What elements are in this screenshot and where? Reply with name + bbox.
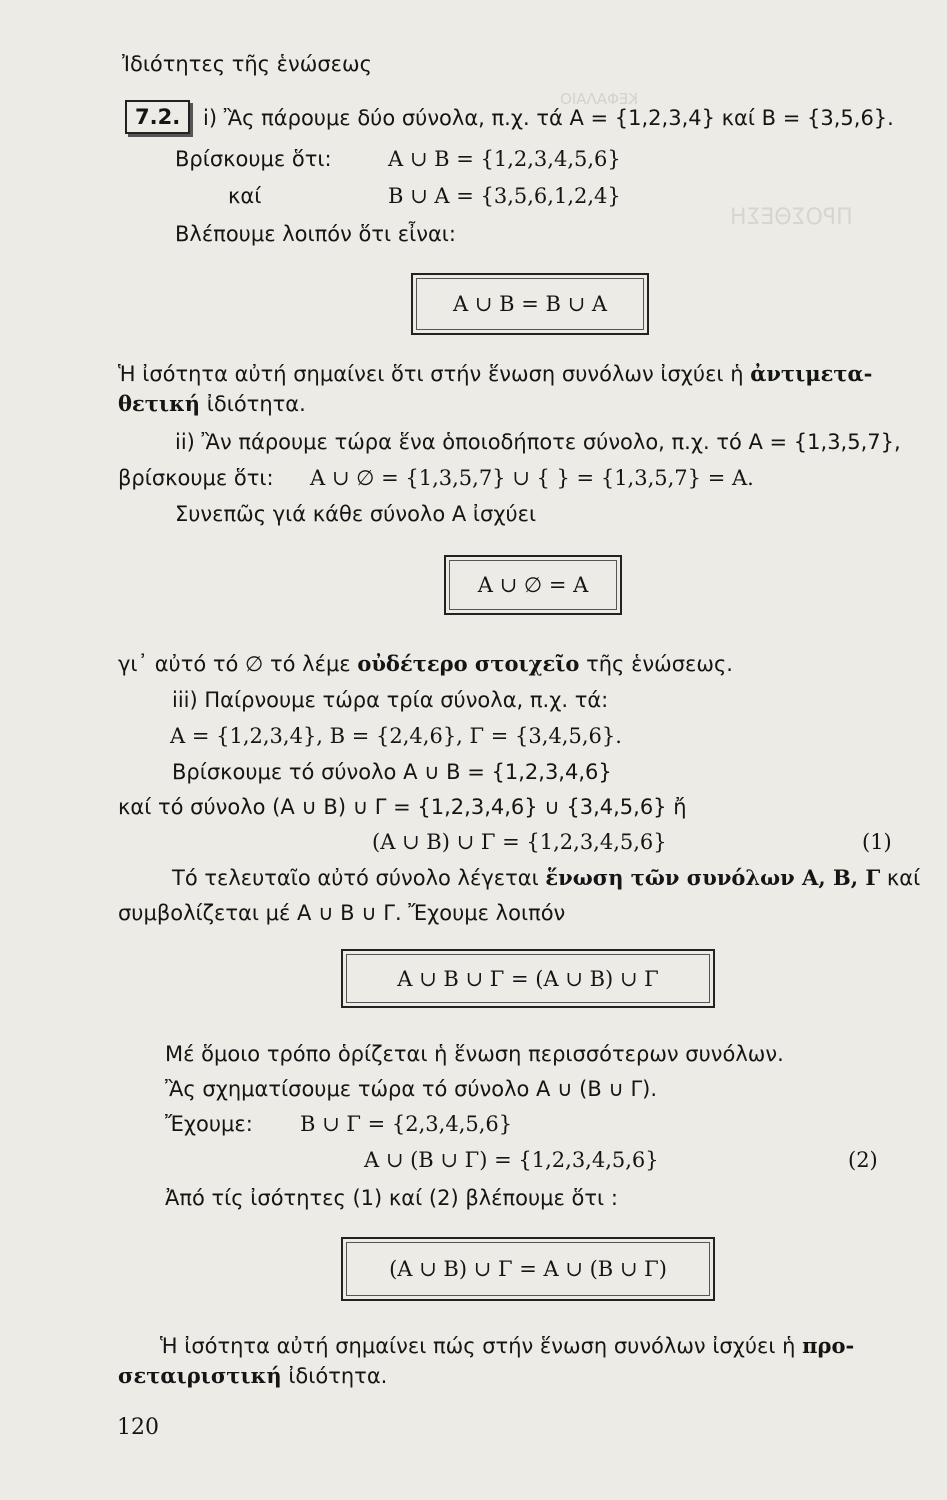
and-set-line: καί τό σύνολο (A ∪ B) ∪ Γ = {1,2,3,4,6} ∪ {3,4,5,6} ἤ (118, 795, 687, 819)
part-i-intro: i) Ἂς πάρουμε δύο σύνολα, π.χ. τά A = {1,2,3,4} καί B = {3,5,6}. (203, 106, 894, 130)
see-label: Βλέπουμε λοιπόν ὅτι εἶναι: (175, 222, 456, 246)
part-ii-find-label: βρίσκουμε ὅτι: (118, 466, 274, 490)
find-label: Βρίσκουμε ὅτι: (175, 147, 332, 171)
section-title: Ἰδιότητες τῆς ἑνώσεως (122, 52, 372, 76)
associative-conclusion-line1: Ἡ ἰσότητα αὐτή σημαίνει πώς στήν ἕνωση συνόλων ἰσχύει ἡ προ- (160, 1333, 855, 1358)
term-associative: προ- (802, 1333, 855, 1358)
commutative-formula-box: A ∪ B = B ∪ A (411, 273, 649, 335)
item-number-box: 7.2. (125, 100, 190, 134)
find-a-union-b: Βρίσκουμε τό σύνολο A ∪ B = {1,2,3,4,6} (172, 760, 612, 784)
have-label: Ἔχουμε: (165, 1112, 253, 1136)
equation-b-union-g: B ∪ Γ = {2,3,4,5,6} (300, 1112, 513, 1136)
bleed-through-text: ΠΡΟΣΘΕΣΗ (730, 205, 853, 230)
general-statement: Συνεπῶς γιά κάθε σύνολο A ἰσχύει (175, 502, 537, 526)
from-equalities: Ἀπό τίς ἰσότητες (1) καί (2) βλέπουμε ὅτι : (165, 1186, 618, 1210)
identity-conclusion: γι᾿ αὐτό τό ∅ τό λέμε οὐδέτερο στοιχεῖο τῆς ἑνώσεως. (118, 651, 733, 676)
union-definition-line2: συμβολίζεται μέ A ∪ B ∪ Γ. Ἔχουμε λοιπόν (118, 901, 566, 925)
three-sets: A = {1,2,3,4}, B = {2,4,6}, Γ = {3,4,5,6}. (170, 724, 622, 748)
equation-2-tag: (2) (848, 1148, 878, 1172)
equation-1: (A ∪ B) ∪ Γ = {1,2,3,4,5,6} (372, 830, 667, 854)
term-union-of-sets: ἕνωση τῶν συνόλων A, B, Γ (545, 865, 881, 890)
triple-union-formula-box: A ∪ B ∪ Γ = (A ∪ B) ∪ Γ (341, 949, 715, 1008)
identity-formula-box: A ∪ ∅ = A (444, 555, 622, 615)
commutative-conclusion-line1: Ἡ ἰσότητα αὐτή σημαίνει ὅτι στήν ἕνωση συνόλων ἰσχύει ἡ ἀντιμετα- (118, 361, 873, 386)
page-number: 120 (117, 1415, 159, 1440)
and-label: καί (228, 184, 262, 208)
associative-conclusion-line2: σεταιριστική ἰδιότητα. (118, 1363, 388, 1388)
equation-b-union-a: B ∪ A = {3,5,6,1,2,4} (388, 184, 621, 208)
equation-2: A ∪ (B ∪ Γ) = {1,2,3,4,5,6} (364, 1148, 659, 1172)
part-ii-intro: ii) Ἂν πάρουμε τώρα ἕνα ὁποιοδήποτε σύνολο, π.χ. τό A = {1,3,5,7}, (175, 430, 901, 454)
equation-empty-set: A ∪ ∅ = {1,3,5,7} ∪ { } = {1,3,5,7} = A. (310, 466, 754, 490)
equation-a-union-b: A ∪ B = {1,2,3,4,5,6} (388, 147, 621, 171)
bleed-through-text: ΚΕΦΑΛΑΙΟ (560, 90, 639, 108)
commutative-conclusion-line2: θετική ἰδιότητα. (118, 391, 306, 416)
similar-definition: Μέ ὅμοιο τρόπο ὁρίζεται ἡ ἕνωση περισσότερων συνόλων. (165, 1042, 784, 1066)
form-set-line: Ἂς σχηματίσουμε τώρα τό σύνολο A ∪ (B ∪ Γ). (165, 1077, 658, 1101)
associative-formula-box: (A ∪ B) ∪ Γ = A ∪ (B ∪ Γ) (341, 1237, 715, 1301)
term-commutative: ἀντιμετα- (750, 361, 873, 386)
part-iii-intro: iii) Παίρνουμε τώρα τρία σύνολα, π.χ. τά: (172, 688, 609, 712)
equation-1-tag: (1) (862, 830, 892, 854)
term-neutral-element: οὐδέτερο στοιχεῖο (357, 651, 580, 676)
union-definition-line1: Τό τελευταῖο αὐτό σύνολο λέγεται ἕνωση τῶν συνόλων A, B, Γ καί (172, 865, 921, 890)
